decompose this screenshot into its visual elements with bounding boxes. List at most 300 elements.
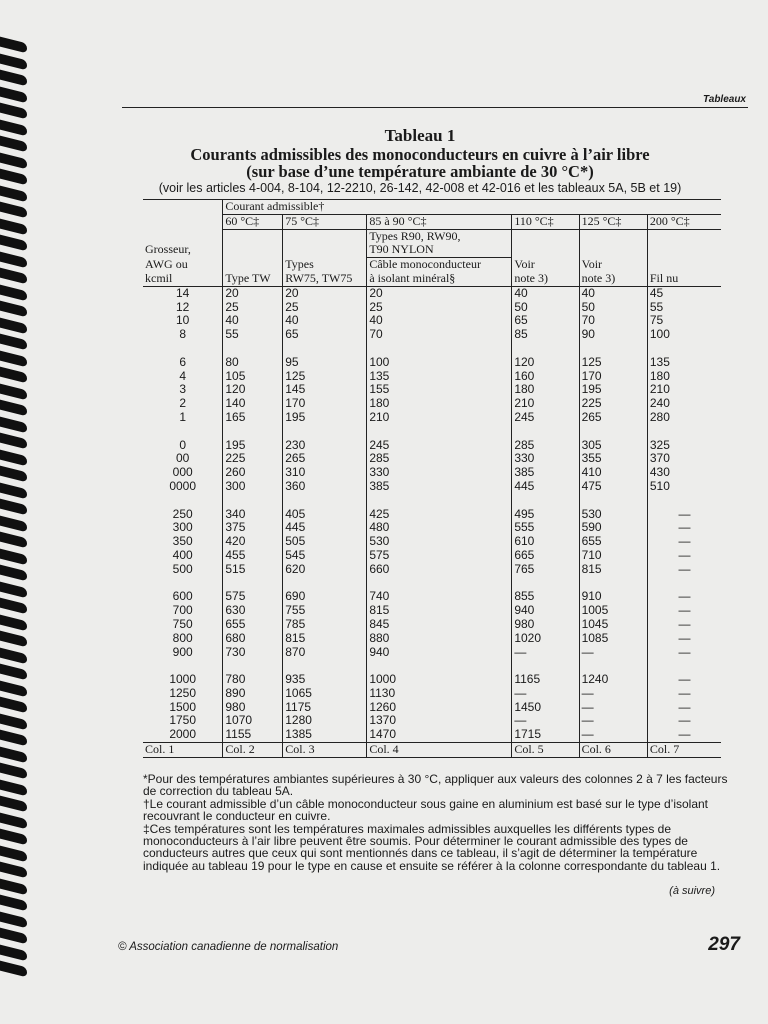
col7-type: Fil nu bbox=[647, 272, 721, 286]
binding-coil bbox=[0, 581, 27, 598]
ampacity-cell: 330 bbox=[367, 466, 512, 480]
ampacity-cell: 100 bbox=[647, 328, 721, 342]
table-row bbox=[143, 466, 721, 480]
size-cell: 1000 bbox=[169, 672, 197, 687]
ampacity-cell: 300 bbox=[223, 480, 283, 494]
ampacity-cell: 20 bbox=[367, 286, 512, 300]
size-cell: 10 bbox=[176, 313, 190, 328]
ampacity-cell: 660 bbox=[367, 563, 512, 577]
binding-coil bbox=[0, 136, 27, 153]
binding-coil bbox=[0, 499, 27, 516]
ampacity-cell: 780 bbox=[223, 673, 283, 687]
ampacity-cell: 590 bbox=[579, 521, 647, 535]
size-cell: 400 bbox=[172, 547, 193, 562]
association-credit: © Association canadienne de normalisation bbox=[118, 941, 339, 953]
ampacity-cell: 910 bbox=[579, 590, 647, 604]
table-title: Courants admissibles des monoconducteurs en cuivre à l’air libre bbox=[190, 145, 650, 164]
ampacity-cell: 870 bbox=[283, 646, 367, 660]
ampacity-cell: 85 bbox=[512, 328, 579, 342]
ampacity-cell: 1260 bbox=[367, 701, 512, 715]
ampacity-cell: 55 bbox=[647, 301, 721, 315]
footnote: ‡Ces températures sont les températures maximales admissibles auxquelles les différents types de monoconducteurs à l’air libre peuvent être soumis. Pour déterminer le courant admissible des types de conducteurs autres que ceux qui sont mentionnés dans ce tableau, il s’agit de déterminer la température indiquée au tableau 19 pour le type en cause et ensuite se référer à la colonne correspondante du tableau 1. bbox=[143, 821, 721, 873]
ampacity-cell: 310 bbox=[283, 466, 367, 480]
temp-header: 60 °C‡ bbox=[223, 214, 283, 229]
table-row bbox=[143, 328, 721, 342]
ampacity-cell: 25 bbox=[223, 301, 283, 315]
size-cell: 0 bbox=[179, 437, 187, 452]
ampacity-cell: 1045 bbox=[579, 618, 647, 632]
ampacity-cell: 575 bbox=[367, 549, 512, 563]
ampacity-cell: 170 bbox=[283, 397, 367, 411]
table-row bbox=[143, 301, 721, 315]
table-row bbox=[143, 673, 721, 687]
ampacity-cell: — bbox=[512, 646, 579, 660]
ampacity-cell: 1385 bbox=[283, 728, 367, 742]
ampacity-cell: 225 bbox=[223, 452, 283, 466]
column-label: Col. 5 bbox=[512, 743, 579, 758]
table-row bbox=[143, 508, 721, 522]
binding-coil bbox=[0, 944, 27, 961]
table-row bbox=[143, 714, 721, 728]
ampacity-cell: 70 bbox=[367, 328, 512, 342]
col3-type-line2: RW75, TW75 bbox=[283, 272, 367, 286]
binding-coil bbox=[0, 515, 27, 532]
ampacity-cell: 80 bbox=[223, 356, 283, 370]
ampacity-cell: 630 bbox=[223, 604, 283, 618]
ampacity-cell: 100 bbox=[367, 356, 512, 370]
binding-coil bbox=[0, 845, 27, 862]
ampacity-table bbox=[143, 199, 721, 758]
binding-coil bbox=[0, 779, 27, 796]
header-rule bbox=[122, 107, 748, 108]
ampacity-cell: 40 bbox=[579, 286, 647, 300]
group-spacer bbox=[143, 659, 721, 673]
table-subtitle: (sur base d’une température ambiante de 30 °C*) bbox=[246, 162, 594, 181]
column-label: Col. 6 bbox=[579, 743, 647, 758]
spiral-binding bbox=[0, 40, 30, 985]
ampacity-cell: 180 bbox=[512, 383, 579, 397]
ampacity-cell: 180 bbox=[367, 397, 512, 411]
size-cell: 1 bbox=[179, 409, 187, 424]
ampacity-cell: 980 bbox=[223, 701, 283, 715]
ampacity-cell: — bbox=[647, 563, 721, 577]
ampacity-cell: 25 bbox=[283, 301, 367, 315]
table-row bbox=[143, 549, 721, 563]
binding-coil bbox=[0, 37, 27, 54]
ampacity-cell: 40 bbox=[512, 286, 579, 300]
ampacity-cell: 280 bbox=[647, 411, 721, 425]
binding-coil bbox=[0, 647, 27, 664]
size-cell: 250 bbox=[172, 506, 193, 521]
binding-coil bbox=[0, 235, 27, 252]
table-row bbox=[143, 687, 721, 701]
table-row bbox=[143, 632, 721, 646]
ampacity-cell: 730 bbox=[223, 646, 283, 660]
ampacity-cell: 135 bbox=[367, 370, 512, 384]
ampacity-cell: 50 bbox=[512, 301, 579, 315]
binding-coil bbox=[0, 433, 27, 450]
size-cell: 12 bbox=[176, 299, 190, 314]
col5-type-line2: note 3) bbox=[512, 272, 579, 286]
ampacity-cell: 740 bbox=[367, 590, 512, 604]
ampacity-cell: 890 bbox=[223, 687, 283, 701]
ampacity-cell: 180 bbox=[647, 370, 721, 384]
ampacity-cell: 940 bbox=[367, 646, 512, 660]
binding-coil bbox=[0, 746, 27, 763]
ampacity-cell: 120 bbox=[223, 383, 283, 397]
size-cell: 1500 bbox=[169, 699, 197, 714]
ampacity-cell: 155 bbox=[367, 383, 512, 397]
ampacity-cell: 935 bbox=[283, 673, 367, 687]
binding-coil bbox=[0, 713, 27, 730]
ampacity-cell: 940 bbox=[512, 604, 579, 618]
table-row bbox=[143, 439, 721, 453]
ampacity-cell: 425 bbox=[367, 508, 512, 522]
table-row bbox=[143, 604, 721, 618]
group-spacer bbox=[143, 425, 721, 439]
ampacity-cell: 1020 bbox=[512, 632, 579, 646]
binding-coil bbox=[0, 911, 27, 928]
ampacity-cell: — bbox=[579, 687, 647, 701]
ampacity-cell: — bbox=[647, 590, 721, 604]
ampacity-cell: — bbox=[647, 701, 721, 715]
binding-coil bbox=[0, 532, 27, 549]
table-row bbox=[143, 370, 721, 384]
ampacity-cell: — bbox=[647, 632, 721, 646]
ampacity-cell: 385 bbox=[512, 466, 579, 480]
size-cell: 750 bbox=[172, 616, 193, 631]
ampacity-cell: 165 bbox=[223, 411, 283, 425]
ampacity-cell: 845 bbox=[367, 618, 512, 632]
ampacity-cell: 530 bbox=[367, 535, 512, 549]
binding-coil bbox=[0, 202, 27, 219]
size-cell: 600 bbox=[172, 589, 193, 604]
ampacity-cell: 455 bbox=[223, 549, 283, 563]
table-row bbox=[143, 646, 721, 660]
binding-coil bbox=[0, 169, 27, 186]
ampacity-cell: 1715 bbox=[512, 728, 579, 742]
binding-coil bbox=[0, 268, 27, 285]
ampacity-cell: 1005 bbox=[579, 604, 647, 618]
binding-coil bbox=[0, 449, 27, 466]
col6-type-line2: note 3) bbox=[579, 272, 647, 286]
ampacity-cell: 265 bbox=[283, 452, 367, 466]
column-label: Col. 3 bbox=[283, 743, 367, 758]
size-cell: 900 bbox=[172, 644, 193, 659]
temp-header: 75 °C‡ bbox=[283, 214, 367, 229]
binding-coil bbox=[0, 53, 27, 70]
size-header-line3: kcmil bbox=[143, 272, 223, 286]
ampacity-cell: 1130 bbox=[367, 687, 512, 701]
binding-coil bbox=[0, 763, 27, 780]
ampacity-cell: 210 bbox=[647, 383, 721, 397]
size-cell: 0000 bbox=[169, 478, 197, 493]
column-label: Col. 1 bbox=[143, 743, 223, 758]
ampacity-cell: 680 bbox=[223, 632, 283, 646]
ampacity-cell: 105 bbox=[223, 370, 283, 384]
group-spacer bbox=[143, 342, 721, 356]
binding-coil bbox=[0, 598, 27, 615]
size-cell: 2000 bbox=[169, 727, 197, 742]
ampacity-cell: 1370 bbox=[367, 714, 512, 728]
footnotes bbox=[143, 773, 733, 872]
ampacity-cell: 135 bbox=[647, 356, 721, 370]
ampacity-cell: 260 bbox=[223, 466, 283, 480]
table-references: (voir les articles 4-004, 8-104, 12-2210, 26-142, 42-008 et 42-016 et les tableaux 5A, 5B et 19) bbox=[158, 181, 682, 195]
ampacity-cell: 285 bbox=[512, 439, 579, 453]
binding-coil bbox=[0, 383, 27, 400]
table-row bbox=[143, 356, 721, 370]
size-cell: 800 bbox=[172, 630, 193, 645]
binding-coil bbox=[0, 878, 27, 895]
col3-type-line1: Types bbox=[283, 258, 367, 272]
ampacity-cell: 765 bbox=[512, 563, 579, 577]
ampacity-cell: 980 bbox=[512, 618, 579, 632]
ampacity-cell: 480 bbox=[367, 521, 512, 535]
ampacity-cell: 195 bbox=[283, 411, 367, 425]
binding-coil bbox=[0, 251, 27, 268]
ampacity-cell: 305 bbox=[579, 439, 647, 453]
binding-coil bbox=[0, 631, 27, 648]
ampacity-cell: — bbox=[647, 728, 721, 742]
binding-coil bbox=[0, 482, 27, 499]
ampacity-cell: 1470 bbox=[367, 728, 512, 742]
column-label: Col. 7 bbox=[647, 743, 721, 758]
ampacity-cell: 555 bbox=[512, 521, 579, 535]
group-spacer bbox=[143, 494, 721, 508]
ampacity-cell: 1450 bbox=[512, 701, 579, 715]
table-row bbox=[143, 314, 721, 328]
table-row bbox=[143, 480, 721, 494]
ampacity-cell: 230 bbox=[283, 439, 367, 453]
ampacity-cell: 75 bbox=[647, 314, 721, 328]
ampacity-cell: 815 bbox=[283, 632, 367, 646]
ampacity-cell: 610 bbox=[512, 535, 579, 549]
ampacity-cell: 445 bbox=[512, 480, 579, 494]
size-cell: 8 bbox=[179, 327, 187, 342]
ampacity-cell: 665 bbox=[512, 549, 579, 563]
ampacity-cell: 755 bbox=[283, 604, 367, 618]
ampacity-cell: 1240 bbox=[579, 673, 647, 687]
size-cell: 700 bbox=[172, 603, 193, 618]
footnote: *Pour des températures ambiantes supérieures à 30 °C, appliquer aux valeurs des colonnes 2 à 7 les facteurs de correction du tableau 5A. bbox=[143, 772, 728, 799]
ampacity-cell: 40 bbox=[367, 314, 512, 328]
column-label: Col. 4 bbox=[367, 743, 512, 758]
section-label: Tableaux bbox=[703, 94, 746, 105]
size-header-line2: AWG ou bbox=[145, 256, 188, 271]
binding-coil bbox=[0, 367, 27, 384]
table-row bbox=[143, 411, 721, 425]
ampacity-cell: 20 bbox=[223, 286, 283, 300]
temp-header: 125 °C‡ bbox=[579, 214, 647, 229]
ampacity-cell: 225 bbox=[579, 397, 647, 411]
size-cell: 00 bbox=[176, 451, 190, 466]
binding-coil bbox=[0, 400, 27, 417]
col4-types-line1: Types R90, RW90, bbox=[367, 229, 512, 243]
binding-coil bbox=[0, 928, 27, 945]
ampacity-cell: 530 bbox=[579, 508, 647, 522]
binding-coil bbox=[0, 284, 27, 301]
ampacity-cell: 545 bbox=[283, 549, 367, 563]
ampacity-cell: 360 bbox=[283, 480, 367, 494]
ampacity-cell: 690 bbox=[283, 590, 367, 604]
col4-types-line2: T90 NYLON bbox=[367, 243, 512, 257]
binding-coil bbox=[0, 730, 27, 747]
binding-coil bbox=[0, 697, 27, 714]
ampacity-cell: — bbox=[512, 714, 579, 728]
ampacity-cell: 410 bbox=[579, 466, 647, 480]
ampacity-cell: 1155 bbox=[223, 728, 283, 742]
column-label: Col. 2 bbox=[223, 743, 283, 758]
size-cell: 500 bbox=[172, 561, 193, 576]
ampacity-cell: 785 bbox=[283, 618, 367, 632]
ampacity-cell: — bbox=[647, 549, 721, 563]
binding-coil bbox=[0, 317, 27, 334]
ampacity-cell: 340 bbox=[223, 508, 283, 522]
ampacity-cell: 880 bbox=[367, 632, 512, 646]
ampacity-cell: 70 bbox=[579, 314, 647, 328]
group-spacer bbox=[143, 577, 721, 591]
binding-coil bbox=[0, 796, 27, 813]
binding-coil bbox=[0, 416, 27, 433]
group-header: Courant admissible† bbox=[223, 200, 721, 215]
binding-coil bbox=[0, 152, 27, 169]
ampacity-cell: 210 bbox=[367, 411, 512, 425]
ampacity-cell: 240 bbox=[647, 397, 721, 411]
ampacity-cell: 195 bbox=[579, 383, 647, 397]
ampacity-cell: 120 bbox=[512, 356, 579, 370]
ampacity-cell: — bbox=[579, 728, 647, 742]
ampacity-cell: — bbox=[647, 687, 721, 701]
ampacity-cell: 405 bbox=[283, 508, 367, 522]
ampacity-cell: 245 bbox=[512, 411, 579, 425]
ampacity-cell: 55 bbox=[223, 328, 283, 342]
size-cell: 1250 bbox=[169, 685, 197, 700]
binding-coil bbox=[0, 548, 27, 565]
binding-coil bbox=[0, 86, 27, 103]
ampacity-cell: 710 bbox=[579, 549, 647, 563]
table-row bbox=[143, 701, 721, 715]
ampacity-cell: — bbox=[647, 521, 721, 535]
binding-coil bbox=[0, 961, 27, 978]
ampacity-cell: 95 bbox=[283, 356, 367, 370]
ampacity-cell: 815 bbox=[579, 563, 647, 577]
size-cell: 6 bbox=[179, 354, 187, 369]
ampacity-cell: 1280 bbox=[283, 714, 367, 728]
ampacity-cell: 160 bbox=[512, 370, 579, 384]
col4-type-line1: Câble monoconducteur bbox=[367, 258, 512, 272]
ampacity-cell: — bbox=[647, 618, 721, 632]
ampacity-cell: 170 bbox=[579, 370, 647, 384]
ampacity-cell: 515 bbox=[223, 563, 283, 577]
binding-coil bbox=[0, 466, 27, 483]
ampacity-cell: 370 bbox=[647, 452, 721, 466]
ampacity-cell: — bbox=[647, 535, 721, 549]
ampacity-cell: — bbox=[647, 714, 721, 728]
column-label-row bbox=[143, 743, 721, 758]
ampacity-cell: 505 bbox=[283, 535, 367, 549]
page-number: 297 bbox=[708, 934, 740, 955]
binding-coil bbox=[0, 301, 27, 318]
col5-type-line1: Voir bbox=[512, 258, 579, 272]
ampacity-cell: — bbox=[579, 714, 647, 728]
ampacity-cell: 475 bbox=[579, 480, 647, 494]
ampacity-cell: — bbox=[647, 604, 721, 618]
col2-type: Type TW bbox=[223, 272, 283, 286]
ampacity-cell: 45 bbox=[647, 286, 721, 300]
ampacity-cell: 1175 bbox=[283, 701, 367, 715]
ampacity-cell: 25 bbox=[367, 301, 512, 315]
binding-coil bbox=[0, 218, 27, 235]
ampacity-cell: 445 bbox=[283, 521, 367, 535]
ampacity-cell: 375 bbox=[223, 521, 283, 535]
table-row bbox=[143, 563, 721, 577]
ampacity-cell: 210 bbox=[512, 397, 579, 411]
ampacity-cell: 385 bbox=[367, 480, 512, 494]
ampacity-cell: 1165 bbox=[512, 673, 579, 687]
ampacity-cell: 330 bbox=[512, 452, 579, 466]
ampacity-cell: — bbox=[647, 673, 721, 687]
ampacity-cell: 855 bbox=[512, 590, 579, 604]
binding-coil bbox=[0, 70, 27, 87]
ampacity-cell: 575 bbox=[223, 590, 283, 604]
ampacity-cell: 1000 bbox=[367, 673, 512, 687]
binding-coil bbox=[0, 614, 27, 631]
ampacity-cell: 495 bbox=[512, 508, 579, 522]
temp-header: 200 °C‡ bbox=[647, 214, 721, 229]
ampacity-cell: 125 bbox=[283, 370, 367, 384]
ampacity-cell: 20 bbox=[283, 286, 367, 300]
ampacity-cell: — bbox=[647, 508, 721, 522]
binding-coil bbox=[0, 812, 27, 829]
ampacity-cell: 655 bbox=[579, 535, 647, 549]
size-cell: 350 bbox=[172, 534, 193, 549]
temp-header: 110 °C‡ bbox=[512, 214, 579, 229]
size-cell: 14 bbox=[176, 285, 190, 300]
size-cell: 2 bbox=[179, 396, 187, 411]
table-row bbox=[143, 397, 721, 411]
table-row bbox=[143, 618, 721, 632]
temp-header: 85 à 90 °C‡ bbox=[367, 214, 512, 229]
ampacity-cell: 655 bbox=[223, 618, 283, 632]
ampacity-cell: — bbox=[647, 646, 721, 660]
ampacity-cell: 325 bbox=[647, 439, 721, 453]
ampacity-cell: 195 bbox=[223, 439, 283, 453]
ampacity-cell: 245 bbox=[367, 439, 512, 453]
ampacity-cell: 265 bbox=[579, 411, 647, 425]
ampacity-cell: 620 bbox=[283, 563, 367, 577]
size-cell: 000 bbox=[172, 465, 193, 480]
binding-coil bbox=[0, 829, 27, 846]
ampacity-cell: 285 bbox=[367, 452, 512, 466]
size-cell: 300 bbox=[172, 520, 193, 535]
ampacity-cell: 125 bbox=[579, 356, 647, 370]
ampacity-cell: 40 bbox=[283, 314, 367, 328]
table-row bbox=[143, 452, 721, 466]
ampacity-cell: 510 bbox=[647, 480, 721, 494]
footnote: †Le courant admissible d’un câble monoconducteur sous gaine en aluminium est basé sur le type d’isolant recouvrant le conducteur en cuivre. bbox=[143, 796, 709, 824]
binding-coil bbox=[0, 862, 27, 879]
ampacity-cell: 145 bbox=[283, 383, 367, 397]
ampacity-cell: — bbox=[579, 701, 647, 715]
size-header-line1: Grosseur, bbox=[145, 242, 191, 257]
ampacity-cell: 65 bbox=[512, 314, 579, 328]
binding-coil bbox=[0, 103, 27, 120]
binding-coil bbox=[0, 565, 27, 582]
binding-coil bbox=[0, 119, 27, 136]
table-row bbox=[143, 286, 721, 300]
ampacity-cell: 1085 bbox=[579, 632, 647, 646]
